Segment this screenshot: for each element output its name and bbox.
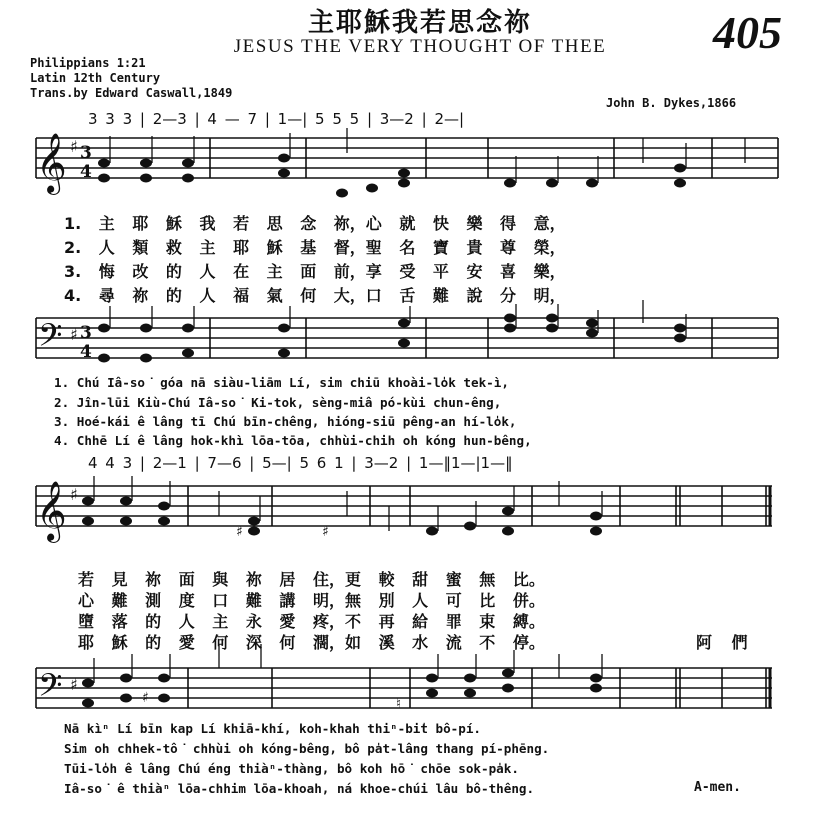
bass-staff-2 [0, 656, 840, 726]
svg-text:3: 3 [80, 143, 92, 163]
treble-clef-icon: 𝄞 [36, 481, 67, 541]
romanized-verse-2-line-2: Sim oh chhek-tô͘ chhùi oh kóng-bêng, bô pa̍t-lâng thang pí-phēng. [64, 741, 550, 756]
hymn-title-english: JESUS THE VERY THOUGHT OF THEE [233, 36, 607, 57]
bass-staff-1 [0, 306, 840, 376]
romanized-verse-4: 4. Chhē Lí ê lâng hok-khì lōa-tōa, chhùi-chih oh kóng hun-bêng, [54, 433, 532, 448]
chinese-verse-2-line-2: 心 難 測 度 口 難 講 明，無 別 人 可 比 併。 [78, 591, 545, 610]
svg-text:3: 3 [80, 323, 92, 343]
chinese-verse-4: 4. 尋 祢 的 人 福 氣 何 大，口 舌 難 說 分 明， [64, 286, 566, 305]
bass-clef-icon: 𝄢 [38, 667, 63, 711]
chinese-verse-3: 3. 悔 改 的 人 在 主 面 前，享 受 平 安 喜 樂， [64, 262, 566, 281]
scripture-reference: Philippians 1:21 [30, 56, 146, 70]
amen-chinese: 阿 們 [696, 633, 748, 652]
svg-text:♯: ♯ [236, 524, 243, 540]
jianpu-line-1: 3 3 3 | 2—3 | 4 — 7 | 1—| 5 5 5 | 3—2 | 2—| [88, 110, 465, 128]
romanized-verse-1: 1. Chú Iâ-so͘ góa nā siàu-liām Lí, sim chiū khoài-lo̍k tek-ì, [54, 375, 509, 390]
romanized-verse-4-line-2: Iâ-so͘ ê thiàⁿ lōa-chhim lōa-khoah, ná khoe-chúi lâu bô-thêng. [64, 781, 535, 796]
romanized-verse-1-line-2: Nā kìⁿ Lí bīn kap Lí khiā-khí, koh-khah thiⁿ-bi̍t bô-pí. [64, 721, 482, 736]
jianpu-line-2: 4 4 3 | 2—1 | 7—6 | 5—| 5 6 1 | 3—2 | 1—‖1—|1—‖ [88, 454, 513, 472]
chinese-verse-2: 2. 人 類 救 主 耶 穌 基 督，聖 名 寶 貴 尊 榮， [64, 238, 566, 257]
text-origin: Latin 12th Century [30, 71, 161, 85]
svg-text:♯: ♯ [70, 137, 78, 156]
svg-text:♯: ♯ [142, 690, 149, 706]
svg-text:♯: ♯ [70, 485, 78, 504]
chinese-verse-4-line-2: 耶 穌 的 愛 何 深 何 濶，如 溪 水 流 不 停。 [78, 633, 545, 652]
svg-text:♯: ♯ [70, 675, 78, 694]
hymn-number: 405 [713, 7, 782, 58]
chinese-verse-1-line-2: 若 見 祢 面 與 祢 居 住，更 較 甜 蜜 無 比。 [78, 570, 545, 589]
svg-text:4: 4 [80, 162, 92, 182]
svg-text:♮: ♮ [396, 696, 402, 712]
amen-romanized: A-men. [694, 780, 741, 795]
treble-staff-1 [0, 128, 840, 208]
treble-clef-icon: 𝄞 [36, 133, 67, 193]
romanized-verse-2: 2. Jîn-lūi Kiù-Chú Iâ-so͘ Ki-tok, sèng-miâ pó-kùi chun-êng, [54, 395, 502, 410]
composer-credit: John B. Dykes,1866 [606, 96, 737, 110]
treble-staff-2 [0, 476, 840, 556]
svg-text:4: 4 [80, 342, 92, 362]
chinese-verse-1: 1. 主 耶 穌 我 若 思 念 祢，心 就 快 樂 得 意， [64, 214, 566, 233]
svg-text:♯: ♯ [70, 325, 78, 344]
svg-text:♯: ♯ [322, 524, 329, 540]
translator-credit: Trans.by Edward Caswall,1849 [30, 86, 233, 100]
bass-clef-icon: 𝄢 [38, 317, 63, 361]
romanized-verse-3: 3. Hoé-kái ê lâng tī Chú bīn-chêng, hióng-siū pêng-an hí-lo̍k, [54, 414, 517, 429]
hymn-title-chinese: 主耶穌我若思念祢 [307, 8, 532, 38]
chinese-verse-3-line-2: 墮 落 的 人 主 永 愛 疼，不 再 給 罪 束 縛。 [78, 612, 545, 631]
romanized-verse-3-line-2: Tūi-lo̍h ê lâng Chú éng thiàⁿ-thàng, bô koh hō͘ chōe sok-pa̍k. [64, 761, 519, 776]
